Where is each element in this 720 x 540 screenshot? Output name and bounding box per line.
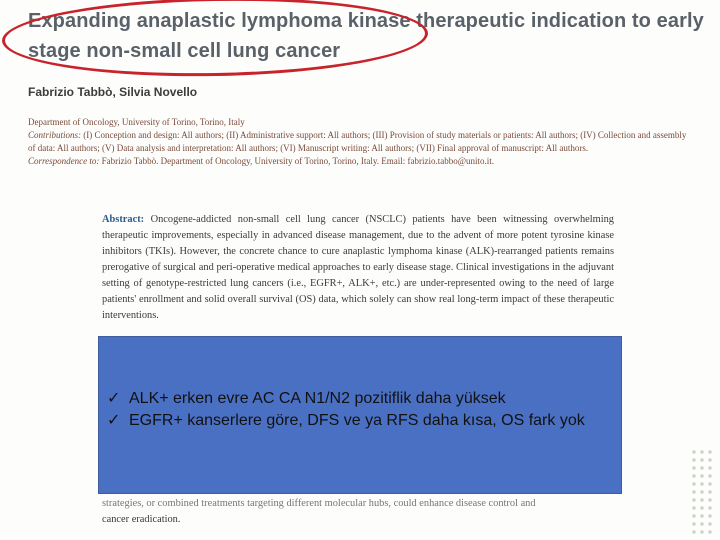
abstract-text: Oncogene-addicted non-small cell lung cancer (NSCLC) patients have been witnessing overwhelming therapeutic improvements, especially in advanced disease management, due to the advent of more potent tyrosine kinase inhibitors (TKIs). However, the concrete chance to cure anaplastic lymphoma kinase (ALK)-rearranged patients remains prerogative of surgical and peri-operative medical approaches to early disease stage. Clinical investigations in the adjuvant setting of genotype-restricted lung cancers (i.e., EGFR+, ALK+, etc.) are under-represented owing to the need of large patients' enrollment and solid overall survival (OS) data, which solely can show real long-term impact of these therapeutic interventions. <box>102 214 614 321</box>
affiliation-block <box>28 116 692 168</box>
summary-bullet <box>107 389 607 409</box>
summary-bullet-text: ALK+ erken evre AC CA N1/N2 pozitiflik daha yüksek <box>129 390 506 407</box>
correspondence-text: Fabrizio Tabbò. Department of Oncology, University of Torino, Torino, Italy. Email: fabrizio.tabbo@unito.it. <box>101 156 495 166</box>
summary-bullet-text: EGFR+ kanserlere göre, DFS ve ya RFS daha kısa, OS fark yok <box>129 412 585 429</box>
affiliation: Department of Oncology, University of Torino, Torino, Italy <box>28 117 245 127</box>
contributions <box>28 129 692 155</box>
paper-title: Expanding anaplastic lymphoma kinase therapeutic indication to early stage non-small cell lung cancer <box>28 10 704 62</box>
paper-authors: Fabrizio Tabbò, Silvia Novello <box>28 85 198 99</box>
title-highlight-circle <box>1 0 428 80</box>
abstract-tail-line-2: cancer eradication. <box>102 514 181 525</box>
summary-bullet <box>107 411 607 431</box>
checkmark-icon: ✓ <box>107 390 121 407</box>
abstract <box>102 212 614 324</box>
abstract-tail-line-1: strategies, or combined treatments targeting different molecular hubs, could enhance disease control and <box>102 498 536 509</box>
abstract-label: Abstract: <box>102 214 145 225</box>
abstract-tail <box>102 496 614 528</box>
decorative-dot-pattern <box>690 448 712 534</box>
summary-overlay-box <box>98 336 622 494</box>
contributions-text: (I) Conception and design: All authors; (II) Administrative support: All authors; (III) Provision of study materials or patients: All authors; (IV) Collection and assembly of data: All authors; (V) Data analysis and interpretation: All authors; (VI) Manuscript writing: All authors; (VII) Final approval of manuscript: All authors. <box>28 130 687 153</box>
checkmark-icon: ✓ <box>107 412 121 429</box>
correspondence <box>28 155 692 168</box>
contributions-label: Contributions: <box>28 130 82 140</box>
correspondence-label: Correspondence to: <box>28 156 100 166</box>
